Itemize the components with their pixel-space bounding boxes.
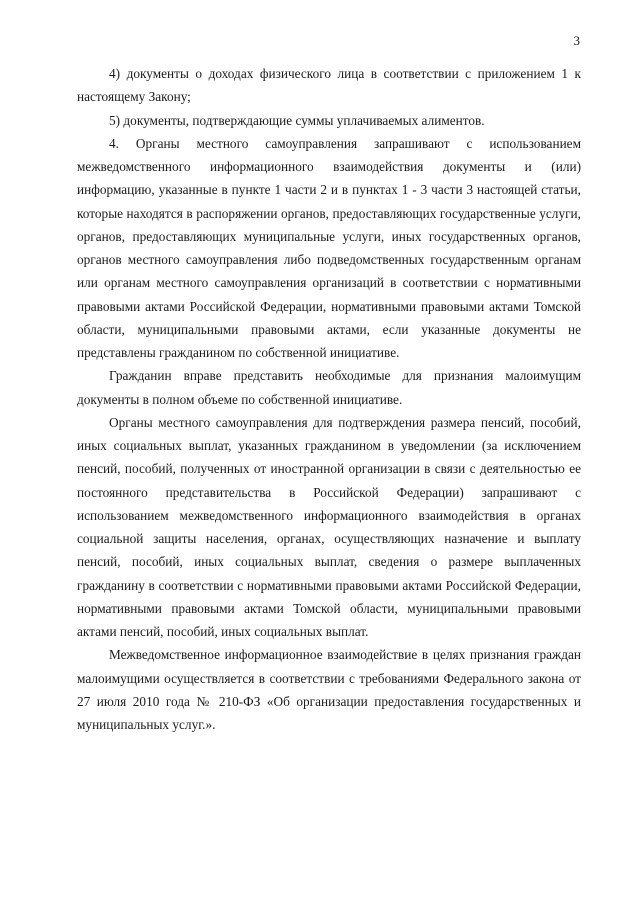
paragraph-pension-verification: Органы местного самоуправления для подтверждения размера пенсий, пособий, иных социальных выплат, указанных гражданином в уведомлении (за исключением пенсий, пособий, полученных от иностранной организации в связи с деятельностью ее постоянного представительства в Российской Федерации) запрашивают с использованием межведомственного информационного взаимодействия в органах социальной защиты населения, органах, осуществляющих назначение и выплату пенсий, пособий, иных социальных выплат, сведения о размере выплаченных гражданину в соответствии с нормативными правовыми актами Российской Федерации, нормативными правовыми актами Томской области, муниципальными правовыми актами пенсий, пособий, иных социальных выплат. [77,414,581,639]
paragraph-section-4-interagency-requests: 4. Органы местного самоуправления запрашивают с использованием межведомственного информационного взаимодействия документы и (или) информацию, указанные в пункте 1 части 2 и в пунктах 1 - 3 части 3 настоящей статьи, которые находятся в распоряжении органов, предоставляющих государственные услуги, органов, предоставляющих муниципальные услуги, иных государственных органов, органов местного самоуправления либо подведомственных государственным органам или органам местного самоуправления организаций в соответствии с нормативными правовыми актами Российской Федерации, нормативными правовыми актами Томской области, муниципальными правовыми актами, если указанные документы не представлены гражданином по собственной инициативе. [77,135,581,360]
paragraph-citizen-right: Гражданин вправе представить необходимые для признания малоимущим документы в полном объеме по собственной инициативе. [77,368,581,407]
paragraph-interagency-law-reference: Межведомственное информационное взаимодействие в целях признания граждан малоимущими осуществляется в соответствии с требованиями Федерального закона от 27 июля 2010 года № 210-ФЗ «Об организации предоставления государственных и муниципальных услуг.». [77,647,581,732]
paragraph-item-5-alimony-documents: 5) документы, подтверждающие суммы уплачиваемых алиментов. [109,112,485,128]
document-body [77,62,581,736]
page-number: 3 [573,33,580,48]
paragraph-item-4-income-documents: 4) документы о доходах физического лица в соответствии с приложением 1 к настоящему Закону; [77,66,581,105]
